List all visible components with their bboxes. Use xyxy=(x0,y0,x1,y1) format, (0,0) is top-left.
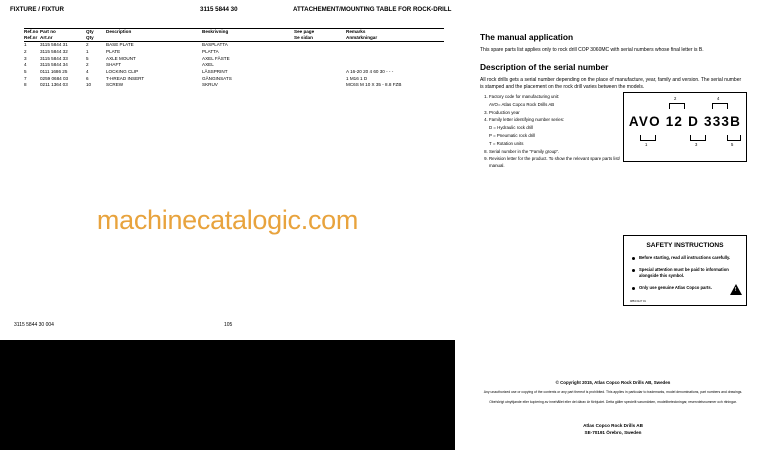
cell-description: SCREW xyxy=(106,82,124,88)
cell-refno: 4 xyxy=(24,62,27,68)
cell-remarks: 1 M16 1 D xyxy=(346,75,368,81)
serial-number-value: AVO 12 D 333B xyxy=(628,114,742,129)
serial-number-diagram xyxy=(623,92,747,162)
cell-qty: 6 xyxy=(86,75,89,81)
cell-seepage xyxy=(294,82,346,89)
legend-item-1: 1. Factory code for manufacturing unit: xyxy=(489,94,620,101)
cell-description: PLATE xyxy=(106,48,121,54)
cell-qty: 5 xyxy=(86,55,89,61)
cell-qty: 2 xyxy=(86,62,89,68)
cell-qty: 10 xyxy=(86,82,92,88)
safety-item-2: Special attention must be paid to information alongside this symbol. xyxy=(631,267,739,279)
copyright-line: © Copyright 2015, Atlas Copco Rock Drills AB, Sweden xyxy=(555,380,671,385)
diagram-tick-5 xyxy=(727,135,741,141)
cell-beskrivning: GÄNGINSATS xyxy=(202,75,232,81)
cell-remarks: MC6S M 10 X 35 - 8.8 FZB xyxy=(346,82,402,88)
safety-instructions-box xyxy=(623,235,747,306)
legend-item-3c: T = Rotation units xyxy=(489,140,524,146)
copyright-paragraph-en: Any unauthorized use or copying of the contents or any part thereof is prohibited. This applies in particular to trademarks, model denominations, part numbers and drawings. xyxy=(483,390,743,394)
cell-beskrivning: AXEL FÄSTE xyxy=(202,55,230,61)
column-header-beskrivning: Beskrivning xyxy=(202,29,294,42)
copyright-paragraph-sv: Obehörigt utnyttjande eller kopiering av innehållet eller del därav är förbjudet. Detta gäller speciellt varumärken, modellbeteckningar, reservdelsnummer och ritningar. xyxy=(489,400,737,405)
column-header-seepage-en: See page xyxy=(294,29,315,34)
cell-beskrivning: BASPLATTA xyxy=(202,41,294,48)
diagram-callout-2: 2 xyxy=(674,96,677,101)
cell-description: AXLE MOUNT xyxy=(106,55,136,61)
header-title-left: FIXTURE / FIXTUR xyxy=(10,6,64,13)
diagram-tick-1 xyxy=(640,135,656,141)
safety-instructions-title: SAFETY INSTRUCTIONS xyxy=(646,242,724,249)
legend-item-3: 4. Family letter identifying number series: xyxy=(489,117,620,124)
safety-instructions-code: 9853 0127 01 xyxy=(630,299,646,303)
footer-document-number: 3115 5844 30 004 xyxy=(14,322,54,328)
column-header-partno-sv: Art.nr xyxy=(40,34,53,40)
column-header-refno-sv: Ref.nr xyxy=(24,34,38,40)
cell-partno: 3115 5844 31 xyxy=(40,41,86,48)
cell-seepage xyxy=(294,62,346,69)
cell-refno: 8 xyxy=(24,82,27,88)
header-title-right: ATTACHEMENT/MOUNTING TABLE FOR ROCK-DRILL xyxy=(293,6,452,13)
cell-description: T-HREAD INSERT xyxy=(106,75,145,81)
cell-partno: 0259 0684 03 xyxy=(40,75,69,81)
table-row xyxy=(24,75,444,82)
cell-description: LOCKING CLIP xyxy=(106,68,139,74)
cell-seepage xyxy=(294,75,346,82)
manual-application-text: This spare parts list applies only to rock drill COP 3060MC with serial numbers whose final letter is B. xyxy=(480,47,704,53)
cell-seepage xyxy=(294,69,346,76)
cell-remarks: A 16-20 20 4 60 30 - - - xyxy=(346,68,394,74)
table-row xyxy=(24,41,444,48)
safety-item-3: Only use genuine Atlas Copco parts. xyxy=(631,285,739,291)
cell-refno: 2 xyxy=(24,48,27,54)
company-name: Atlas Copco Rock Drills AB xyxy=(583,423,643,428)
cell-beskrivning: LÄSSPRINT xyxy=(202,68,228,74)
cell-partno: 0211 1364 03 xyxy=(40,82,68,88)
column-header-qty xyxy=(86,29,106,42)
cell-remarks xyxy=(346,55,444,62)
safety-item-1: Before starting, read all instructions carefully. xyxy=(631,255,739,261)
cell-remarks xyxy=(346,49,444,56)
table-row xyxy=(24,49,444,56)
cell-partno: 0111 1686 25 xyxy=(40,68,68,74)
right-page xyxy=(455,0,768,450)
left-page xyxy=(0,0,455,340)
cell-remarks xyxy=(346,62,444,69)
cell-beskrivning: AXEL xyxy=(202,62,214,68)
cell-beskrivning: PLATTA xyxy=(202,48,219,54)
cell-refno: 7 xyxy=(24,75,27,81)
column-header-remarks-sv: Anmärkningar xyxy=(346,34,378,40)
cell-partno: 3115 5844 33 xyxy=(40,55,68,61)
diagram-callout-4: 4 xyxy=(717,96,720,101)
column-header-seepage xyxy=(294,29,346,42)
cell-partno: 3115 5844 32 xyxy=(40,48,68,54)
diagram-tick-2 xyxy=(669,103,685,109)
cell-description: BASE PLATE xyxy=(106,41,202,48)
company-city: SE-70191 Örebro, Sweden xyxy=(584,429,642,435)
cell-seepage xyxy=(294,55,346,62)
diagram-tick-3 xyxy=(690,135,706,141)
column-header-partno xyxy=(40,29,86,42)
footer-page-number: 105 xyxy=(224,322,233,328)
column-header-qty-sv: Qty xyxy=(86,34,94,40)
serial-number-legend xyxy=(480,94,620,171)
cell-beskrivning: SKRUV xyxy=(202,82,218,88)
black-band xyxy=(0,340,455,450)
cell-qty: 4 xyxy=(86,68,89,74)
column-header-description: Description xyxy=(106,29,202,42)
cell-qty: 1 xyxy=(86,48,89,54)
serial-number-section xyxy=(480,62,745,92)
cell-seepage xyxy=(294,49,346,56)
cell-remarks xyxy=(346,41,444,48)
serial-number-text: All rock drills gets a serial number depending on the place of manufacture, year, family and version. The serial number is stamped and the placement on the rock drill varies between the models. xyxy=(480,77,742,91)
manual-application-section xyxy=(480,32,745,54)
legend-item-1a: AVO= Atlas Copco Rock Drills AB xyxy=(489,101,555,107)
table-row xyxy=(24,69,444,76)
legend-item-5: 9. Revision letter for the product. To show the relevant spare parts list/ manual. xyxy=(489,156,620,169)
cell-refno: 3 xyxy=(24,55,27,61)
cell-description: SHAFT xyxy=(106,62,122,68)
diagram-callout-1: 1 xyxy=(645,142,648,147)
column-header-seepage-sv: Se sidan xyxy=(294,34,313,40)
column-header-refno-en: Ref.no xyxy=(24,29,39,34)
legend-item-3a: D = Hydraulic rock drill xyxy=(489,125,534,131)
cell-seepage xyxy=(294,41,346,48)
watermark: machinecatalogic.com xyxy=(96,205,359,235)
column-header-remarks xyxy=(346,29,444,42)
table-row xyxy=(24,82,444,89)
company-address xyxy=(477,423,749,437)
legend-item-4: 8. Serial number in the "Family group". xyxy=(489,149,620,156)
column-header-qty-en: Qty xyxy=(86,29,94,34)
parts-table xyxy=(24,28,444,89)
column-header-refno xyxy=(24,29,40,42)
warning-triangle-icon xyxy=(730,284,742,295)
column-header-remarks-en: Remarks xyxy=(346,29,366,34)
legend-item-3b: P = Pneumatic rock drill xyxy=(489,132,536,138)
legend-item-2: 3. Production year xyxy=(489,110,620,117)
cell-partno: 3115 5844 34 xyxy=(40,62,68,68)
cell-qty: 2 xyxy=(86,41,106,48)
table-header-row xyxy=(24,29,444,42)
cell-refno: 1 xyxy=(24,41,40,48)
serial-number-title: Description of the serial number xyxy=(480,62,609,72)
diagram-callout-3: 3 xyxy=(695,142,698,147)
manual-application-title: The manual application xyxy=(480,32,574,42)
header-document-number: 3115 5844 30 xyxy=(200,6,238,13)
copyright-block xyxy=(477,380,749,410)
diagram-callout-5: 5 xyxy=(731,142,734,147)
column-header-partno-en: Part no xyxy=(40,29,56,34)
table-row xyxy=(24,62,444,69)
table-row xyxy=(24,55,444,62)
diagram-tick-4 xyxy=(712,103,728,109)
cell-refno: 5 xyxy=(24,68,27,74)
